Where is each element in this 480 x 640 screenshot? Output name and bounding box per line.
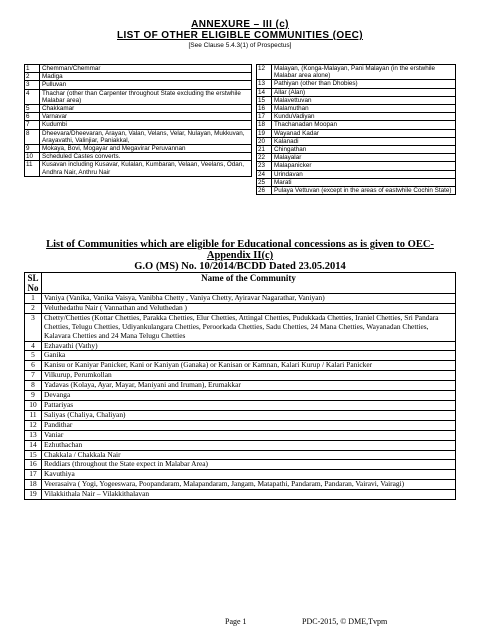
community-name: Vilakkithala Nair – Vilakkithalavan (42, 490, 456, 500)
community-name: Chingathan (272, 146, 456, 154)
oec-table-left (24, 64, 252, 177)
row-number: 18 (257, 121, 272, 129)
row-number: 2 (25, 303, 42, 313)
table-row (257, 178, 456, 186)
community-name: Malayalar (272, 154, 456, 162)
row-number: 4 (25, 89, 40, 104)
table-row (25, 303, 456, 313)
community-name: Chemman/Chemmar (40, 65, 252, 73)
row-number: 5 (25, 351, 42, 361)
community-name: Malamuthan (272, 105, 456, 113)
row-number: 8 (25, 129, 40, 144)
table-row (257, 65, 456, 80)
table-row (25, 153, 252, 161)
community-name: Chakkamar (40, 105, 252, 113)
community-name: Vaniya (Vanika, Vanika Vaisya, Vanibha Chetty , Vaniya Chetty, Ayiravar Nagarathar, Vaniyan) (42, 294, 456, 304)
table-row (25, 371, 456, 381)
community-name: Yadavas (Kolaya, Ayar, Mayar, Maniyani and Iruman), Erumakkar (42, 381, 456, 391)
table-row (25, 420, 456, 430)
row-number: 5 (25, 105, 40, 113)
prospectus-clause-reference: [See Clause 5.4.3(1) of Prospectus] (188, 42, 292, 49)
table-row (25, 81, 252, 89)
community-name: Pattariyas (42, 400, 456, 410)
table-row (257, 113, 456, 121)
community-name: Allar (Alan) (272, 88, 456, 96)
community-name: Pulluvan (40, 81, 252, 89)
row-number: 2 (25, 73, 40, 81)
community-name: Veerasaiva ( Yogi, Yogeeswara, Poopandaram, Malapandaram, Jangam, Matapathi, Pandaram, Pandaran, Vairavi, Vairagi) (42, 480, 456, 490)
community-name: Scheduled Castes converts. (40, 153, 252, 161)
row-number: 3 (25, 81, 40, 89)
table-row (25, 129, 252, 144)
table-row (257, 96, 456, 104)
row-number: 24 (257, 170, 272, 178)
row-number: 18 (25, 480, 42, 490)
community-name: Kalanadi (272, 137, 456, 145)
table-row (25, 113, 252, 121)
row-number: 20 (257, 137, 272, 145)
community-name: Thachar (other than Carpenter throughout State excluding the erstwhile Malabar area) (40, 89, 252, 104)
table-row (25, 294, 456, 304)
table-row (25, 361, 456, 371)
community-name: Kavuthiya (42, 470, 456, 480)
table-header-row (25, 273, 456, 294)
row-number: 11 (25, 161, 40, 176)
oec-table-right-body (257, 65, 456, 195)
community-name: Kanisu or Kaniyar Panicker, Kani or Kaniyan (Ganaka) or Kanisan or Kamnan, Kalari Kurup / Kalari Panicker (42, 361, 456, 371)
table-row (257, 146, 456, 154)
row-number: 13 (257, 80, 272, 88)
community-name: Dheevara/Dheevaran, Arayan, Valan, Velans, Velar, Nulayan, Mukkuvan, Arayavathi, Valinjiar, Paniakkal, (40, 129, 252, 144)
row-number: 10 (25, 153, 40, 161)
row-number: 7 (25, 121, 40, 129)
row-number: 17 (25, 470, 42, 480)
table-row (25, 400, 456, 410)
section-title-line-2: Appendix II(c) (206, 250, 274, 261)
row-number: 6 (25, 113, 40, 121)
row-number: 26 (257, 187, 272, 195)
row-number: 4 (25, 341, 42, 351)
table-row (25, 430, 456, 440)
row-number: 22 (257, 154, 272, 162)
community-name: Saliyas (Chaliya, Chaliyan) (42, 410, 456, 420)
table-row (25, 145, 252, 153)
row-number: 17 (257, 113, 272, 121)
community-name: Malapanicker (272, 162, 456, 170)
community-name: Varnavar (40, 113, 252, 121)
table-row (25, 89, 252, 104)
community-name: Malayan, (Konga-Malayan, Pani Malayan (in the erstwhile Malabar area alone) (272, 65, 456, 80)
community-name-header: Name of the Community (42, 273, 456, 294)
community-name: Pulaya Vettuvan (except in the areas of eastwhile Cochin State) (272, 187, 456, 195)
row-number: 14 (257, 88, 272, 96)
table-row (25, 450, 456, 460)
row-number: 15 (25, 450, 42, 460)
table-row (257, 121, 456, 129)
row-number: 11 (25, 410, 42, 420)
row-number: 15 (257, 96, 272, 104)
row-number: 16 (257, 105, 272, 113)
community-name: Ezhuthachan (42, 440, 456, 450)
row-number: 3 (25, 313, 42, 341)
table-row (25, 341, 456, 351)
row-number: 7 (25, 371, 42, 381)
table-row (257, 137, 456, 145)
row-number: 19 (257, 129, 272, 137)
page-number: Page 1 (225, 617, 247, 626)
row-number: 6 (25, 361, 42, 371)
table-row (25, 121, 252, 129)
table-row (25, 440, 456, 450)
row-number: 13 (25, 430, 42, 440)
section-title-line-1: List of Communities which are eligible for Educational concessions as is given to OEC- (46, 239, 434, 250)
table-row (257, 129, 456, 137)
table-row (25, 470, 456, 480)
row-number: 9 (25, 145, 40, 153)
row-number: 21 (257, 146, 272, 154)
row-number: 19 (25, 490, 42, 500)
table-row (25, 351, 456, 361)
community-name: Chakkala / Chakkala Nair (42, 450, 456, 460)
row-number: 25 (257, 178, 272, 186)
community-name: Veluthedathu Nair ( Vannathan and Veluthedan ) (42, 303, 456, 313)
community-name: Thachanadan Moopan (272, 121, 456, 129)
community-name: Marati (272, 178, 456, 186)
community-name: Madiga (40, 73, 252, 81)
table-row (257, 154, 456, 162)
row-number: 16 (25, 460, 42, 470)
community-name: Kudumbi (40, 121, 252, 129)
government-order-reference: G.O (MS) No. 10/2014/BCDD Dated 23.05.2014 (134, 261, 346, 272)
row-number: 1 (25, 294, 42, 304)
community-name: Pathiyan (other than Dhobies) (272, 80, 456, 88)
footer-source: PDC-2015, © DME,Tvpm (302, 617, 388, 626)
community-name: Kusavan including Kusavar, Kulalan, Kumbaran, Velaan, Veelans, Odan, Andhra Nair, Anthru Nair (40, 161, 252, 176)
oec-table-left-body (25, 65, 252, 177)
community-name: Mokaya, Bovi, Mogayar and Megavirar Peruvannan (40, 145, 252, 153)
community-name: KunduVadiyan (272, 113, 456, 121)
table-row (25, 313, 456, 341)
educational-concession-table (24, 272, 456, 500)
table-row (257, 187, 456, 195)
community-name: Ganika (42, 351, 456, 361)
community-name: Vilkurup, Perumkollan (42, 371, 456, 381)
table-row (25, 410, 456, 420)
row-number: 23 (257, 162, 272, 170)
table-row (257, 88, 456, 96)
row-number: 12 (257, 65, 272, 80)
row-number: 1 (25, 65, 40, 73)
table-row (25, 105, 252, 113)
table-row (25, 480, 456, 490)
table-row (257, 105, 456, 113)
educational-concession-table-body (25, 294, 456, 500)
table-row (257, 80, 456, 88)
annexure-heading: ANNEXURE – III (c) (191, 19, 289, 30)
table-row (25, 381, 456, 391)
community-name: Vaniar (42, 430, 456, 440)
community-name: Urindavan (272, 170, 456, 178)
community-name: Wayanad Kadar (272, 129, 456, 137)
sl-no-header: SL No (25, 273, 42, 294)
row-number: 8 (25, 381, 42, 391)
table-row (257, 170, 456, 178)
community-name: Ezhavathi (Vathy) (42, 341, 456, 351)
table-row (25, 460, 456, 470)
table-row (257, 162, 456, 170)
community-name: Chetty/Chetties (Kottar Chetties, Parakka Chetties, Elur Chetties, Attingal Chetties, Pudukkada Chetties, Iraniel Chetties, Sri Pandara Chetties, Telugu Chetties, Udiyankulangara Chetties, Peroorkada Chetties, Sadu Chetties, 24 Mana Chetties, Wayanadan Chetties, Kalavara Chetties and 24 Mana Telugu Chetties (42, 313, 456, 341)
row-number: 10 (25, 400, 42, 410)
table-row (25, 490, 456, 500)
row-number: 14 (25, 440, 42, 450)
row-number: 12 (25, 420, 42, 430)
community-name: Reddiars (throughout the State expect in Malabar Area) (42, 460, 456, 470)
community-name: Devanga (42, 391, 456, 401)
concessions-section-title (20, 239, 460, 272)
community-name: Pandithar (42, 420, 456, 430)
table-row (25, 73, 252, 81)
row-number: 9 (25, 391, 42, 401)
community-name: Malavettuvan (272, 96, 456, 104)
oec-list-heading: LIST OF OTHER ELIGIBLE COMMUNITIES (OEC) (117, 30, 363, 41)
oec-table-right (256, 64, 456, 195)
table-row (25, 391, 456, 401)
table-row (25, 161, 252, 176)
table-row (25, 65, 252, 73)
